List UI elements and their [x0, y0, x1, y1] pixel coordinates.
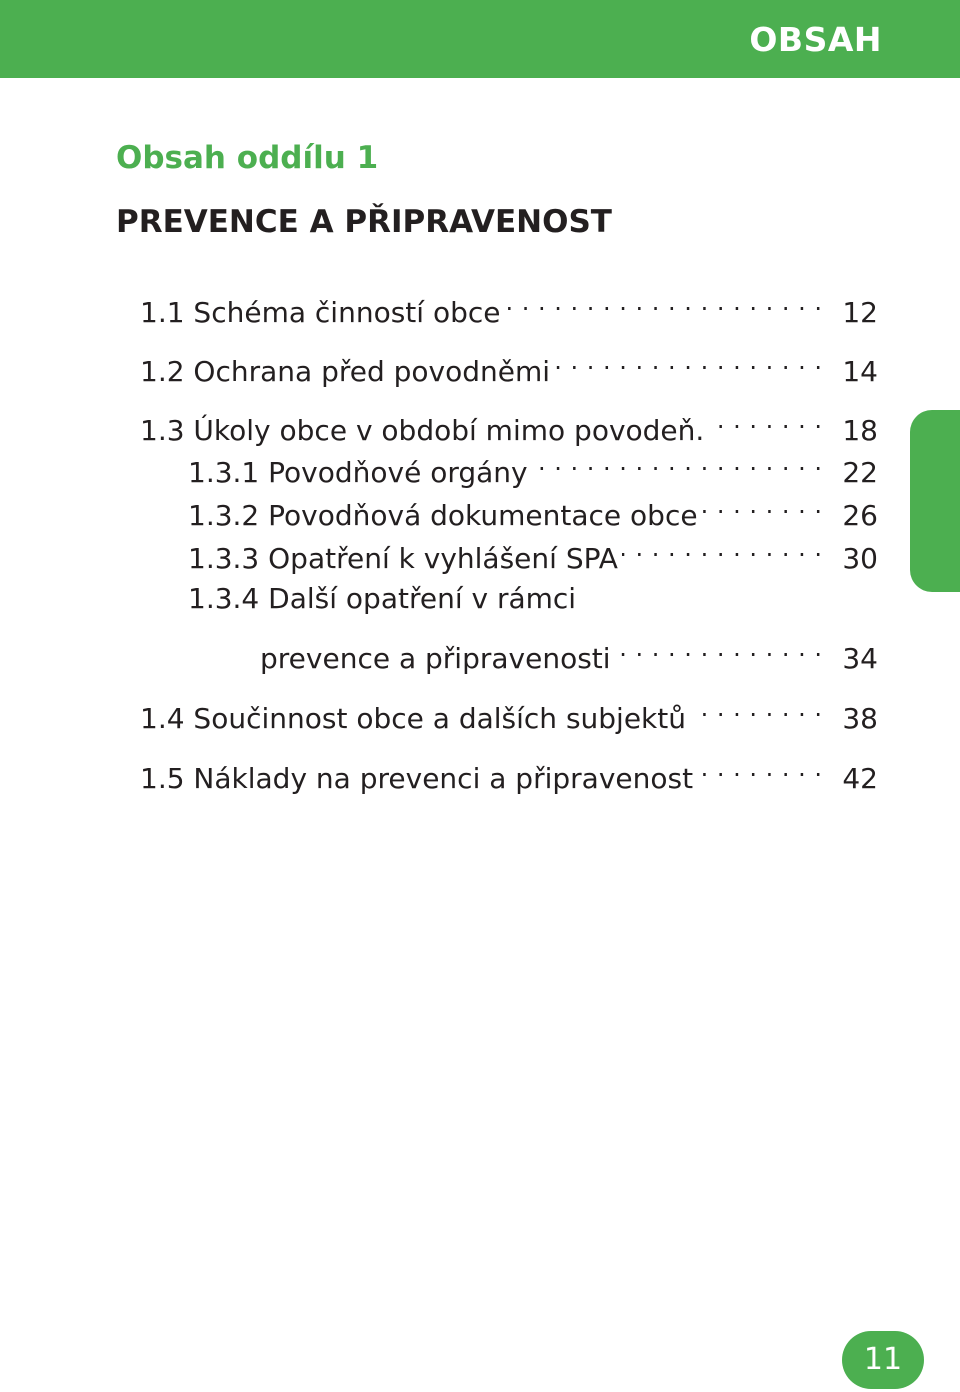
- toc-page-number: 18: [842, 414, 878, 447]
- toc-entry-1-5[interactable]: [140, 748, 878, 795]
- section-side-tab: [910, 410, 960, 592]
- header-title: OBSAH: [749, 20, 882, 59]
- toc-page-number: 22: [842, 456, 878, 489]
- toc-entry-1-3-4-first-line: 1.3.4 Další opatření v rámci: [188, 582, 577, 615]
- toc-entry-1-1[interactable]: [140, 282, 878, 329]
- toc-entry-title: prevence a připravenosti: [260, 642, 611, 675]
- toc-page-number: 34: [842, 642, 878, 675]
- toc-dot-leader: [622, 528, 822, 568]
- toc-entry-1-3-2[interactable]: [188, 485, 878, 532]
- toc-dot-leader: [554, 341, 822, 381]
- toc-page-number: 26: [842, 499, 878, 532]
- toc-dot-leader: [690, 688, 822, 728]
- toc-page-number: 30: [842, 542, 878, 575]
- toc-page-number: 12: [842, 296, 878, 329]
- toc-entry-title: 1.1 Schéma činností obce: [140, 296, 501, 329]
- toc-entry-title: 1.4 Součinnost obce a dalších subjektů: [140, 702, 686, 735]
- toc-entry-title: 1.3.3 Opatření k vyhlášení SPA: [188, 542, 618, 575]
- toc-entry-1-3[interactable]: [140, 400, 878, 447]
- toc-dot-leader: [532, 442, 822, 482]
- toc-entry-title: 1.2 Ochrana před povodněmi: [140, 355, 551, 388]
- toc-entry-1-2[interactable]: [140, 341, 878, 388]
- toc-entry-title: 1.3.1 Povodňové orgány: [188, 456, 528, 489]
- toc-entry-1-3-1[interactable]: [188, 442, 878, 489]
- toc-page-number: 38: [842, 702, 878, 735]
- section-label: Obsah oddílu 1: [116, 140, 379, 176]
- toc-entry-1-3-4[interactable]: [260, 628, 878, 675]
- toc-entry-title: 1.5 Náklady na prevenci a připravenost: [140, 762, 694, 795]
- toc-page-number: 14: [842, 355, 878, 388]
- toc-dot-leader: [697, 748, 822, 788]
- toc-dot-leader: [708, 400, 822, 440]
- page-number-badge: 11: [842, 1331, 924, 1389]
- toc-entry-title: 1.3.2 Povodňová dokumentace obce: [188, 499, 698, 532]
- toc-dot-leader: [702, 485, 822, 525]
- section-title: PREVENCE A PŘIPRAVENOST: [116, 204, 612, 240]
- toc-dot-leader: [615, 628, 822, 668]
- toc-entry-title: 1.3 Úkoly obce v období mimo povodeň.: [140, 414, 705, 447]
- toc-dot-leader: [504, 282, 822, 322]
- toc-entry-1-4[interactable]: [140, 688, 878, 735]
- toc-page-number: 42: [842, 762, 878, 795]
- toc-entry-1-3-3[interactable]: [188, 528, 878, 575]
